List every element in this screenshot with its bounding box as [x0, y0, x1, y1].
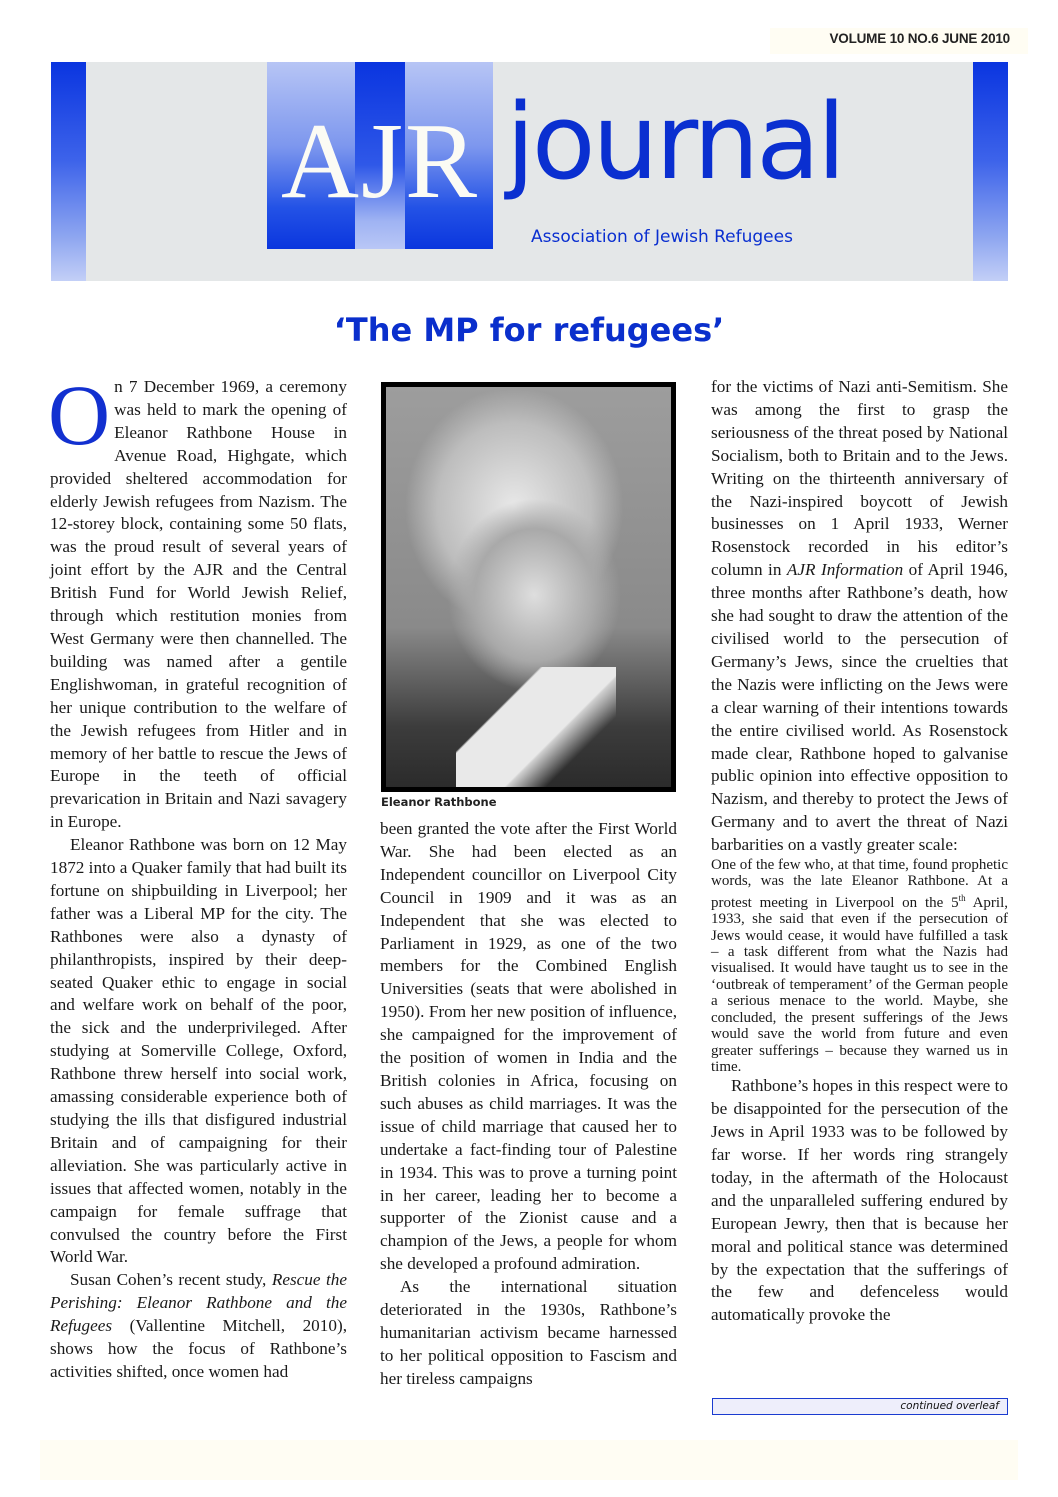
journal-wordmark: journal [506, 81, 843, 203]
paragraph: been granted the vote after the First World War. She had been elected as an Independent councillor on Liverpool City Council in 1909 and it was as an Independent that she was elected to Parliament in 1929, as one of the two members for the Combined English Universities (seats that were abolished in 1950). From her new position of influence, she campaigned for the improvement of the position of women in India and the British colonies in Africa, focusing on such abuses as child marriages. It was the issue of child marriage that caused her to undertake a fact-finding tour of Palestine in 1934. This was to prove a turning point in her career, leading her to become a supporter of the Zionist cause and a champion of the Jews, a people for whom she developed a profound admiration. [380, 819, 677, 1274]
superscript: th [958, 892, 966, 903]
footer-strip [40, 1440, 1018, 1480]
continued-overleaf-link[interactable]: continued overleaf [712, 1398, 1008, 1415]
book-title: Rescue the Perishing: Eleanor Rathbone and the Refugees [50, 1270, 347, 1336]
photo-collar-shape [456, 667, 616, 787]
quote-text: One of the few who, at that time, found prophetic words, was the late Eleanor Rathbone. At a protest meeting in Liverpool on the 5 [711, 857, 1008, 911]
portrait-photo [381, 382, 676, 792]
masthead-right-bar [973, 62, 1008, 281]
photo-caption: Eleanor Rathbone [381, 795, 497, 809]
ajr-logo-letters: AJR [280, 102, 480, 221]
paragraph: As the international situation deteriorated in the 1930s, Rathbone’s humanitarian activism became harnessed to her political opposition to Fascism and her tireless campaigns [380, 1277, 677, 1388]
article-column-3 [711, 376, 1008, 1327]
paragraph-text: n 7 December 1969, a ceremony was held to mark the opening of Eleanor Rathbone House in Avenue Road, Highgate, which provided sheltered accommodation for elderly Jewish refugees from Nazism. The 12-storey block, containing some 50 flats, was the proud result of several years of joint effort by the AJR and the Central British Fund for World Jewish Relief, through which restitution monies from West Germany were then channelled. The building was named after a gentile Englishwoman, in grateful recognition of her unique contribution to the welfare of the Jewish refugees from Hitler and in memory of her battle to rescue the Jews of Europe in the teeth of official prevarication in Britain and Nazi savagery in Europe. [50, 377, 347, 832]
article-column-1 [48, 367, 347, 1384]
masthead [51, 62, 1008, 281]
article-column-2 [380, 818, 677, 1391]
masthead-left-bar [51, 62, 86, 281]
drop-cap: O [48, 367, 111, 463]
paragraph-text: (Vallentine Mitchell, 2010), shows how the focus of Rathbone’s activities shifted, once women had [50, 1316, 347, 1381]
block-quote [711, 857, 1008, 1075]
quote-text: April, 1933, she said that even if the persecution of Jews would cease, it would have fulfilled a task – a task different from what the Nazis had visualised. It would have taught us to see in the ‘outbreak of temperament’ of the German people a serious menace to the world. Maybe, she concluded, the present sufferings of the Jews would save the world from future and even greater sufferings – because they warned us in time. [711, 894, 1008, 1075]
paragraph: Rathbone’s hopes in this respect were to be disappointed for the persecution of the Jews in April 1933 was to be followed by far worse. If her words ring strangely today, in the aftermath of the Holocaust and the unparalleled suffering endured by European Jewry, then that is because her moral and political stance was determined by the expectation that the sufferings of the few and defenceless would automatically provoke the [711, 1076, 1008, 1325]
publication-title: AJR Information [786, 560, 904, 580]
paragraph-text: for the victims of Nazi anti-Semitism. She was among the first to grasp the seriousness of the threat posed by National Socialism, both to Britain and to the Jews. Writing on the thirteenth anniversary of the Nazi-inspired boycott of Jewish businesses on 1 April 1933, Werner Rosenstock recorded in his editor’s column in [711, 377, 1008, 580]
paragraph [50, 1269, 347, 1384]
organization-name: Association of Jewish Refugees [531, 227, 793, 247]
paragraph: Eleanor Rathbone was born on 12 May 1872 into a Quaker family that had built its fortune on shipbuilding in Liverpool; her father was a Liberal MP for the city. The Rathbones were also a dynasty of philanthropists, inspired by their deep-seated Quaker ethic to engage in social and welfare work on behalf of the poor, the sick and the underprivileged. After studying at Somerville College, Oxford, Rathbone threw herself into social work, amassing considerable experience both of studying the ills that disfigured industrial Britain and of campaigning for their alleviation. She was particularly active in issues that affected women, notably in the campaign for female suffrage that convulsed the country before the First World War. [50, 835, 347, 1267]
paragraph [711, 376, 1008, 857]
paragraph-text: of April 1946, three months after Rathbone’s death, how she had sought to draw the attention of the civilised world to the persecution of Germany’s Jews, since the cruelties that the Nazis were inflicting on the Jews were a clear warning of their intentions towards the entire civilised world. As Rosenstock made clear, Rathbone hoped to galvanise public opinion into effective opposition to Nazism, and thereby to protect the Jews of Germany and to avert the threat of Nazi barbarities on a vastly greater scale: [711, 560, 1008, 855]
paragraph-text: Susan Cohen’s recent study, [70, 1270, 272, 1290]
issue-info: VOLUME 10 NO.6 JUNE 2010 [829, 31, 1010, 46]
paragraph [48, 367, 347, 834]
portrait-image [386, 387, 671, 787]
article-headline: ‘The MP for refugees’ [333, 311, 725, 349]
